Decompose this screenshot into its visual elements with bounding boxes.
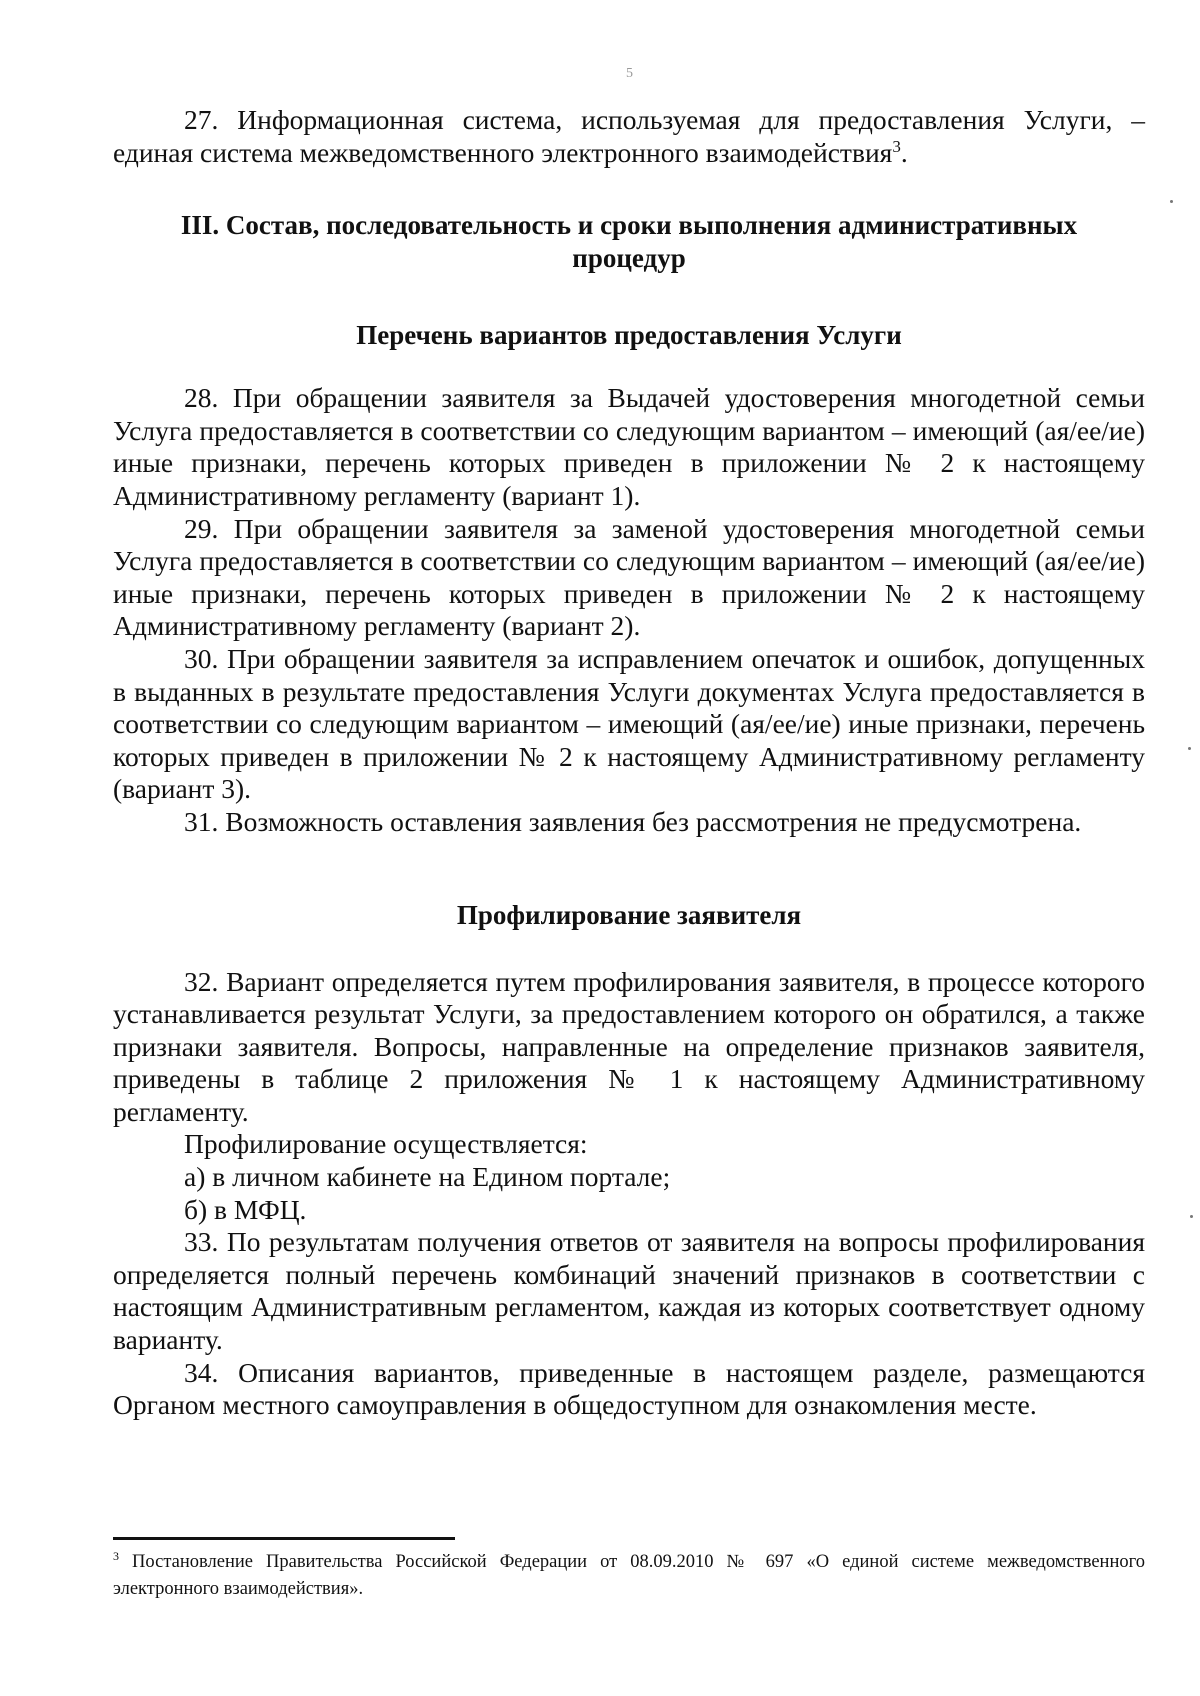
- section-heading: [113, 209, 1145, 275]
- page-mark: 5: [626, 66, 633, 81]
- variants-heading: Перечень вариантов предоставления Услуги: [356, 320, 902, 351]
- section-heading-line2: процедур: [572, 243, 686, 274]
- paragraph-27-tail: .: [900, 136, 908, 168]
- footnote-marker: 3: [113, 1548, 119, 1563]
- scan-speck: [1188, 747, 1191, 750]
- paragraph-32: 32. Вариант определяется путем профилирования заявителя, в процессе которого устанавливается результат Услуги, за предоставлением которого он обратился, а также признаки заявителя. Вопросы, направленные на определение признаков заявителя, приведены в таблице 2 приложения № 1 к настоящему Административному регламенту.: [113, 965, 1145, 1127]
- profiling-heading: Профилирование заявителя: [456, 899, 802, 930]
- paragraph-28: 28. При обращении заявителя за Выдачей удостоверения многодетной семьи Услуга предоставляется в соответствии со следующим вариантом – имеющий (ая/ее/ие) иные признаки, перечень которых приведен в приложении № 2 к настоящему Административному регламенту (вариант 1).: [113, 382, 1145, 511]
- footnote-text: Постановление Правительства Российской Федерации от 08.09.2010 № 697 «О единой системе межведомственного электронного взаимодействия».: [113, 1552, 1145, 1599]
- paragraph-31: 31. Возможность оставления заявления без рассмотрения не предусмотрена.: [184, 805, 1082, 837]
- section-heading-line1: III. Состав, последовательность и сроки выполнения административных: [180, 210, 1078, 241]
- footnote-separator: [113, 1537, 455, 1540]
- paragraph-34: 34. Описания вариантов, приведенные в настоящем разделе, размещаются Органом местного самоуправления в общедоступном для ознакомления месте.: [113, 1356, 1145, 1421]
- paragraph-30: 30. При обращении заявителя за исправлением опечаток и ошибок, допущенных в выданных в результате предоставления Услуги документах Услуга предоставляется в соответствии со следующим вариантом – имеющий (ая/ее/ие) иные признаки, перечень которых приведен в приложении № 2 к настоящему Административному регламенту (вариант 3).: [113, 642, 1145, 805]
- scan-speck: [1190, 1215, 1193, 1218]
- scan-speck: [1170, 200, 1173, 203]
- footnote-ref: 3: [892, 136, 901, 156]
- paragraph-33: 33. По результатам получения ответов от заявителя на вопросы профилирования определяется полный перечень комбинаций значений признаков в соответствии с настоящим Административным регламентом, каждая из которых соответствует одному варианту.: [113, 1226, 1145, 1356]
- paragraph-29: 29. При обращении заявителя за заменой удостоверения многодетной семьи Услуга предоставляется в соответствии со следующим вариантом – имеющий (ая/ее/ие) иные признаки, перечень которых приведен в приложении № 2 к настоящему Административному регламенту (вариант 2).: [113, 512, 1145, 642]
- profiling-item-a: а) в личном кабинете на Едином портале;: [184, 1161, 671, 1193]
- paragraph-27: [113, 104, 1145, 169]
- footnote: [113, 1549, 1145, 1603]
- profiling-intro: Профилирование осуществляется:: [184, 1128, 588, 1160]
- paragraph-27-text: 27. Информационная система, используемая для предоставления Услуги, – единая система межведомственного электронного взаимодействия: [113, 104, 1145, 168]
- profiling-item-b: б) в МФЦ.: [184, 1193, 307, 1225]
